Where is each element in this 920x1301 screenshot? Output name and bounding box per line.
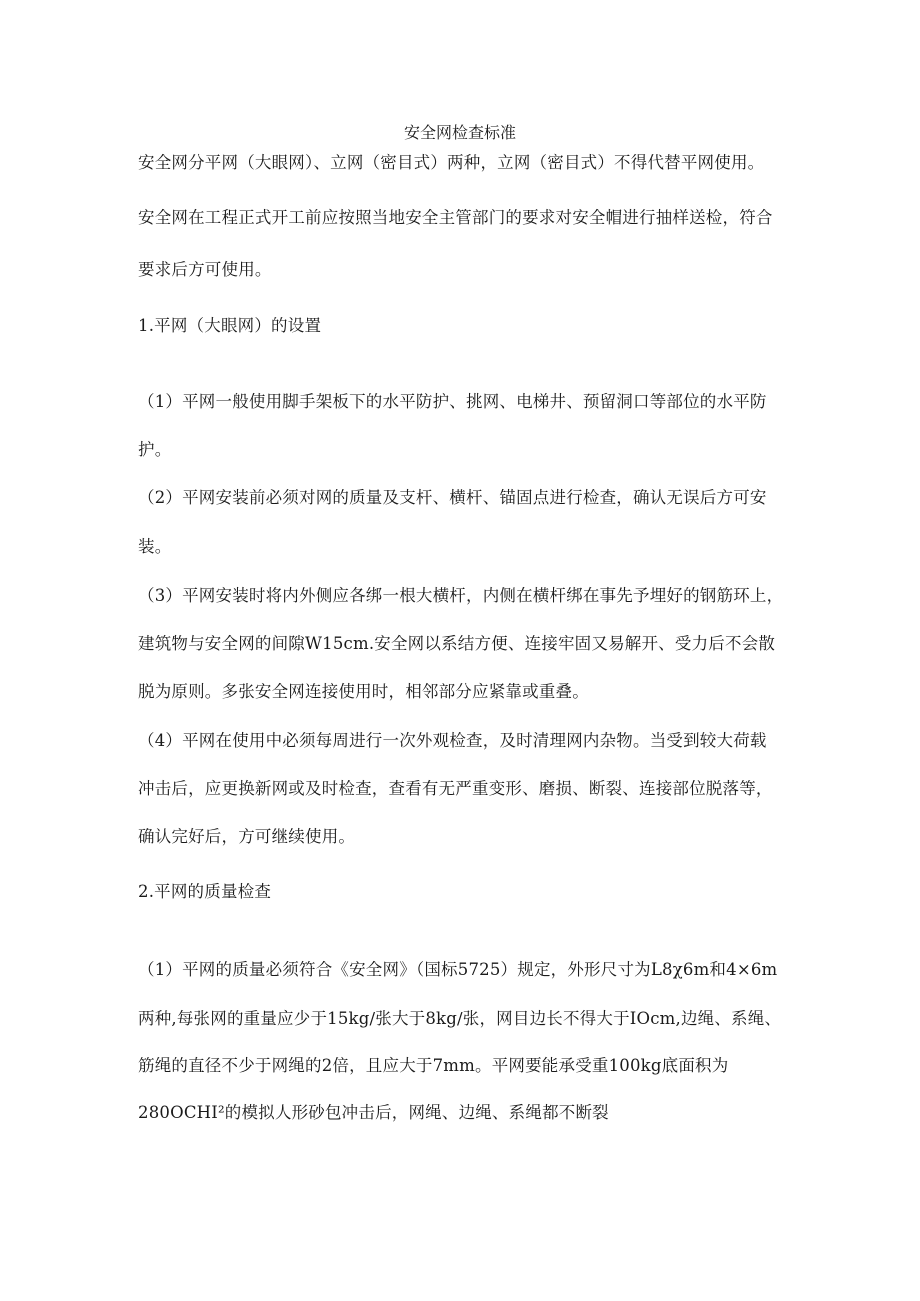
paragraph-line: 要求后方可使用。 (138, 260, 272, 279)
paragraph-line: （1）平网一般使用脚手架板下的水平防护、挑网、电梯井、预留洞口等部位的水平防 (138, 392, 767, 411)
paragraph-line: 建筑物与安全网的间隙W15cm.安全网以系结方便、连接牢固又易解开、受力后不会散 (138, 634, 776, 653)
document-title: 安全网检查标准 (403, 123, 516, 142)
paragraph-line: 确认完好后，方可继续使用。 (138, 827, 356, 846)
paragraph-line: 两种,每张网的重量应少于15kg∕张大于8kg∕张，网目边长不得大于IOcm,边绳、系绳、 (138, 1009, 782, 1028)
paragraph-line: （3）平网安装时将内外侧应各绑一根大横杆，内侧在横杆绑在事先予埋好的钢筋环上， (138, 586, 784, 605)
paragraph-line: （2）平网安装前必须对网的质量及支杆、横杆、锚固点进行检查，确认无误后方可安 (138, 488, 767, 507)
paragraph-line: 脱为原则。多张安全网连接使用时，相邻部分应紧靠或重叠。 (138, 682, 589, 701)
paragraph-line: 安全网在工程正式开工前应按照当地安全主管部门的要求对安全帽进行抽样送检，符合 (138, 208, 773, 227)
paragraph-line: 280OCHI²的模拟人形砂包冲击后，网绳、边绳、系绳都不断裂 (138, 1103, 609, 1122)
paragraph-line: 安全网分平网（大眼网）、立网（密目式）两种，立网（密目式）不得代替平网使用。 (138, 153, 765, 172)
paragraph-line: 冲击后，应更换新网或及时检查，查看有无严重变形、磨损、断裂、连接部位脱落等， (138, 779, 773, 798)
paragraph-line: 装。 (138, 537, 172, 556)
section-heading: 1.平网（大眼网）的设置 (138, 316, 322, 335)
paragraph-line: （4）平网在使用中必须每周进行一次外观检查，及时清理网内杂物。当受到较大荷载 (138, 731, 767, 750)
paragraph-line: （1）平网的质量必须符合《安全网》（国标5725）规定，外形尺寸为L8χ6m和4×6m (138, 960, 778, 979)
paragraph-line: 筋绳的直径不少于网绳的2倍，且应大于7mm。平网要能承受重100kg底面积为 (138, 1056, 729, 1075)
section-heading: 2.平网的质量检查 (138, 882, 272, 901)
paragraph-line: 护。 (138, 440, 172, 459)
